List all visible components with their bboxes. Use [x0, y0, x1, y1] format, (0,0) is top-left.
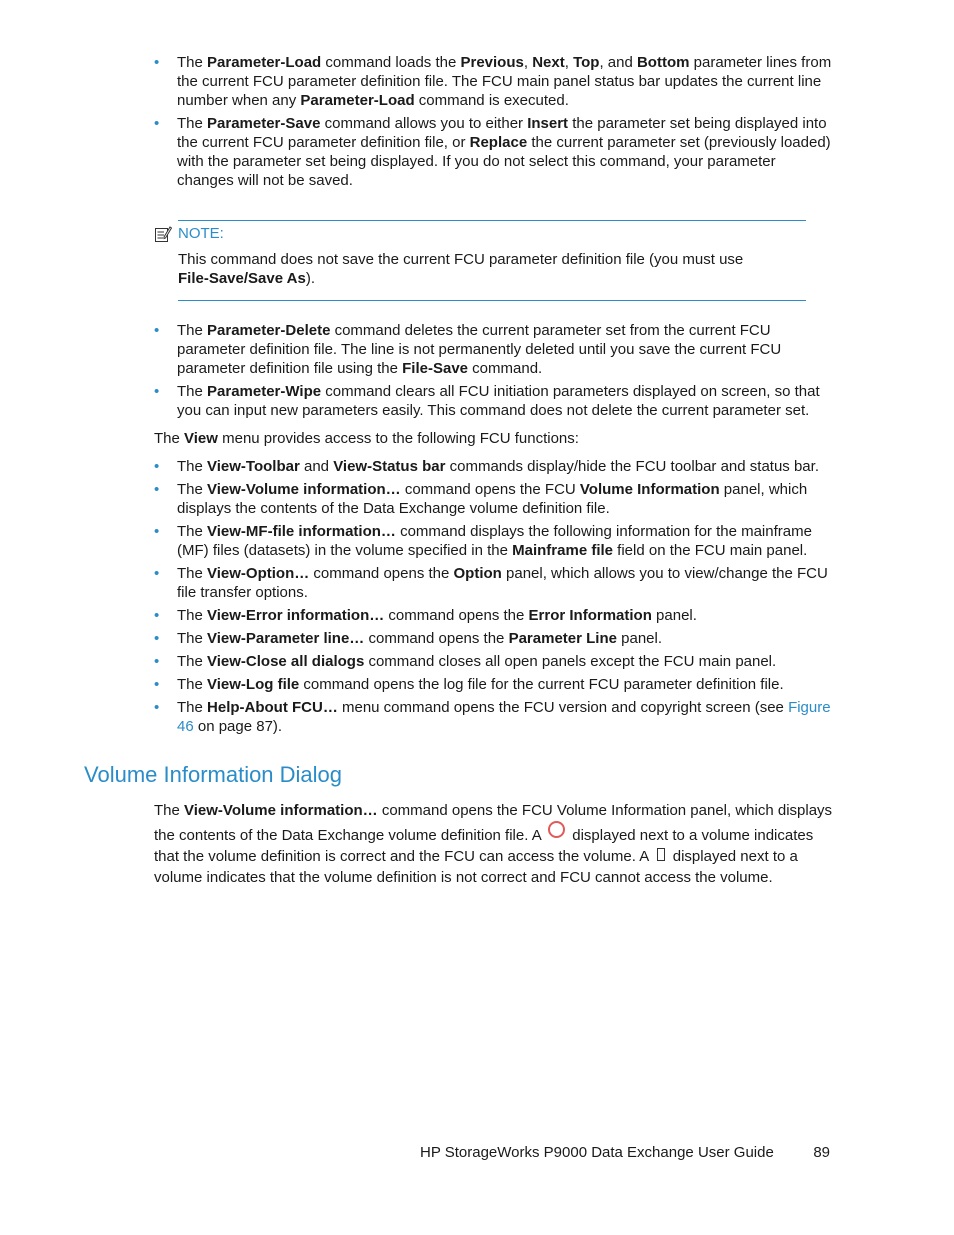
- text-run: command opens the FCU: [400, 481, 580, 498]
- text-run: panel.: [616, 630, 663, 647]
- status-error-box-icon: [657, 848, 665, 861]
- bold-term: View-Volume information…: [184, 802, 378, 819]
- bold-term: Mainframe file: [512, 542, 614, 559]
- text-run: the current parameter set (previously loaded) with the parameter set being displayed. If you do not select this command, your parameter changes will not be saved.: [177, 134, 831, 189]
- bold-term: Replace: [469, 134, 528, 151]
- list-item: [154, 652, 834, 671]
- page-number: 89: [813, 1144, 830, 1161]
- text-run: panel, which displays the contents of the Data Exchange volume definition file.: [177, 481, 808, 517]
- bold-term: Parameter-Load: [300, 92, 415, 109]
- parameter-bullets-2: [154, 321, 834, 424]
- text-run: command loads the: [321, 54, 461, 71]
- footer-title: HP StorageWorks P9000 Data Exchange User Guide: [420, 1144, 774, 1161]
- text-run: The: [154, 802, 185, 819]
- bold-term: File-Save: [402, 360, 469, 377]
- bold-term: View-Close all dialogs: [207, 653, 365, 670]
- text-run: ,: [564, 54, 574, 71]
- bullet-marker: •: [154, 676, 160, 693]
- text-run: panel.: [651, 607, 697, 624]
- text-run: The: [154, 430, 185, 447]
- text-run: command clears all FCU initiation parameters displayed on screen, so that you can input new parameters easily. This command does not delete the current parameter set.: [177, 383, 820, 419]
- text-run: commands display/hide the FCU toolbar and status bar.: [445, 458, 819, 475]
- text-run: command opens the: [384, 607, 529, 624]
- text-run: The: [177, 383, 208, 400]
- bold-term: Previous: [460, 54, 524, 71]
- note-label: NOTE:: [178, 225, 224, 242]
- list-item: [154, 53, 834, 110]
- text-run: command closes all open panels except the FCU main panel.: [364, 653, 777, 670]
- status-ok-circle-icon: [548, 821, 565, 838]
- bullet-marker: •: [154, 630, 160, 647]
- text-run: The: [177, 630, 208, 647]
- text-run: command opens the: [309, 565, 454, 582]
- bold-term: Help-About FCU…: [207, 699, 338, 716]
- list-item: [154, 629, 834, 648]
- bullet-marker: •: [154, 322, 160, 339]
- text-run: The: [177, 481, 208, 498]
- bold-term: View-Volume information…: [207, 481, 401, 498]
- text-run: The: [177, 565, 208, 582]
- text-run: on page 87).: [193, 718, 283, 735]
- text-run: command.: [468, 360, 543, 377]
- bold-term: Top: [573, 54, 600, 71]
- page-footer: [420, 1144, 830, 1161]
- bold-term: View: [184, 430, 218, 447]
- bullet-marker: •: [154, 383, 160, 400]
- list-item: [154, 606, 834, 625]
- bold-term: Volume Information: [579, 481, 720, 498]
- bullet-marker: •: [154, 699, 160, 716]
- text-run: The: [177, 523, 208, 540]
- bold-term: View-Option…: [207, 565, 310, 582]
- text-run: command deletes the current parameter set from the current FCU parameter definition file. The line is not permanently deleted until you save the current FCU parameter definition file using the: [177, 322, 782, 377]
- note-bottom-rule: [178, 300, 806, 301]
- text-run: The: [177, 607, 208, 624]
- bold-term: View-Parameter line…: [207, 630, 365, 647]
- note-top-rule: [178, 220, 806, 221]
- note-box: [154, 220, 806, 301]
- text-run: and: [299, 458, 334, 475]
- view-menu-intro: [154, 429, 834, 448]
- list-item: [154, 382, 834, 420]
- text-run: The: [177, 458, 208, 475]
- section-heading: Volume Information Dialog: [84, 762, 343, 787]
- text-run: The: [177, 653, 208, 670]
- bold-term: Parameter-Save: [207, 115, 321, 132]
- list-item: [154, 480, 834, 518]
- text-run: command is executed.: [414, 92, 569, 109]
- text-run: menu provides access to the following FCU functions:: [217, 430, 579, 447]
- text-run: displayed next to a volume indicates that the volume definition is correct and the FCU can access the volume. A: [154, 827, 814, 865]
- bold-term: View-MF-file information…: [207, 523, 396, 540]
- bold-term: Next: [532, 54, 565, 71]
- bold-term: Parameter-Load: [207, 54, 322, 71]
- bullet-marker: •: [154, 565, 160, 582]
- list-item: [154, 522, 834, 560]
- list-item: [154, 114, 834, 190]
- bullet-marker: •: [154, 115, 160, 132]
- bold-term: Parameter-Wipe: [207, 383, 322, 400]
- bold-term: Insert: [527, 115, 569, 132]
- bullet-marker: •: [154, 523, 160, 540]
- section-paragraph: [154, 800, 834, 888]
- text-run: command opens the FCU Volume Information panel, which displays the contents of the Data Exchange volume definition file. A: [154, 802, 833, 844]
- bold-term: File-Save/Save As: [178, 270, 306, 287]
- text-run: command opens the log file for the current FCU parameter definition file.: [299, 676, 784, 693]
- text-run: ).: [305, 270, 316, 287]
- text-run: parameter lines from the current FCU parameter definition file. The FCU main panel status bar updates the current line number when any: [177, 54, 832, 109]
- bullet-marker: •: [154, 54, 160, 71]
- text-run: the parameter set being displayed into the current FCU parameter definition file, or: [177, 115, 827, 151]
- text-run: The: [177, 54, 208, 71]
- list-item: [154, 698, 834, 736]
- text-run: The: [177, 322, 208, 339]
- bold-term: Parameter Line: [508, 630, 617, 647]
- note-body: [178, 250, 806, 288]
- text-run: field on the FCU main panel.: [613, 542, 808, 559]
- text-run: The: [177, 115, 208, 132]
- bullet-marker: •: [154, 481, 160, 498]
- text-run: This command does not save the current FCU parameter definition file (you must use: [178, 251, 744, 268]
- bold-term: View-Log file: [207, 676, 300, 693]
- note-pencil-icon: [154, 225, 172, 243]
- bullet-marker: •: [154, 607, 160, 624]
- bullet-marker: •: [154, 458, 160, 475]
- list-item: [154, 321, 834, 378]
- bold-term: Option: [453, 565, 502, 582]
- bold-term: View-Toolbar: [207, 458, 300, 475]
- bold-term: View-Error information…: [207, 607, 385, 624]
- bold-term: Error Information: [528, 607, 652, 624]
- list-item: [154, 457, 834, 476]
- text-run: menu command opens the FCU version and copyright screen (see: [337, 699, 789, 716]
- bullet-marker: •: [154, 653, 160, 670]
- list-item: [154, 675, 834, 694]
- bold-term: View-Status bar: [333, 458, 446, 475]
- text-run: The: [177, 699, 208, 716]
- parameter-bullets-1: [154, 53, 834, 194]
- text-run: The: [177, 676, 208, 693]
- text-run: ,: [523, 54, 533, 71]
- text-run: , and: [599, 54, 637, 71]
- text-run: displayed next to a volume indicates that the volume definition is not correct and FCU cannot access the volume.: [154, 848, 798, 886]
- list-item: [154, 564, 834, 602]
- view-menu-bullets: [154, 457, 834, 740]
- text-run: command allows you to either: [320, 115, 528, 132]
- bold-term: Parameter-Delete: [207, 322, 331, 339]
- text-run: command opens the: [364, 630, 509, 647]
- bold-term: Bottom: [636, 54, 690, 71]
- figure-link[interactable]: Figure 46: [177, 699, 831, 735]
- text-run: panel, which allows you to view/change the FCU file transfer options.: [177, 565, 828, 601]
- text-run: command displays the following information for the mainframe (MF) files (datasets) in the volume specified in the: [177, 523, 812, 559]
